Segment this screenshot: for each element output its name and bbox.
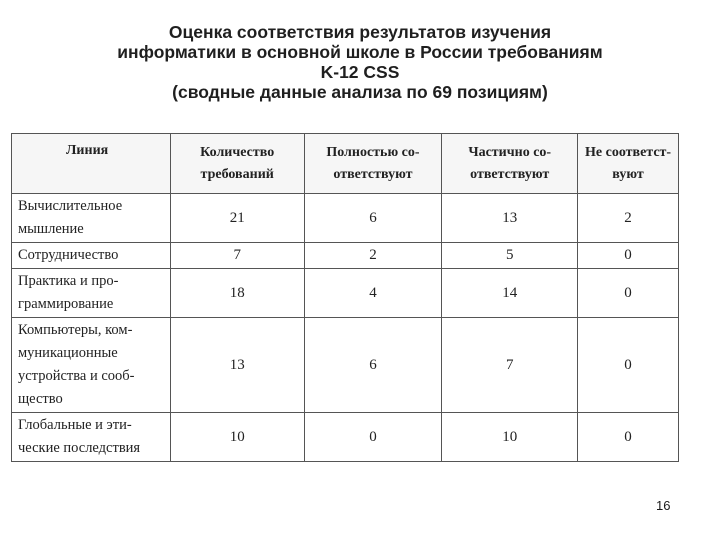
row-line-name (12, 243, 171, 269)
table-row (12, 243, 679, 269)
row-line-text: Компьютеры, ком- (18, 322, 133, 338)
header-partial-line-1: Частично со- (468, 144, 552, 160)
row-line-name (12, 194, 171, 243)
row-full: 0 (304, 413, 442, 462)
header-line-text: Линия (66, 143, 109, 158)
row-total: 7 (170, 243, 304, 269)
table-header-row (12, 134, 679, 194)
header-total (170, 134, 304, 194)
header-total-line-1: Количество (200, 144, 275, 160)
row-total: 18 (170, 269, 304, 318)
row-line-text: устройства и сооб- (18, 368, 135, 384)
row-none: 2 (578, 194, 679, 243)
row-line-text: муникационные (18, 345, 118, 361)
row-partial: 5 (442, 243, 578, 269)
row-none: 0 (578, 269, 679, 318)
header-none (578, 134, 679, 194)
row-line-text: граммирование (18, 296, 114, 312)
table-row (12, 194, 679, 243)
row-total: 13 (170, 318, 304, 413)
row-partial: 10 (442, 413, 578, 462)
row-line-name (12, 269, 171, 318)
assessment-table-container (11, 133, 679, 454)
row-partial: 13 (442, 194, 578, 243)
header-full-line-1: Полностью со- (326, 144, 420, 160)
title-line-3: K-12 CSS (320, 62, 400, 82)
row-partial: 7 (442, 318, 578, 413)
row-total: 10 (170, 413, 304, 462)
header-partial (442, 134, 578, 194)
header-full-line-2: ответствуют (333, 166, 413, 182)
page-number: 16 (656, 498, 671, 513)
row-none: 0 (578, 413, 679, 462)
row-line-name (12, 318, 171, 413)
slide-title (30, 22, 690, 102)
header-total-line-2: требований (200, 166, 274, 182)
header-full (304, 134, 442, 194)
table-row (12, 413, 679, 462)
table-row (12, 269, 679, 318)
row-line-name (12, 413, 171, 462)
row-full: 4 (304, 269, 442, 318)
row-line-text: Глобальные и эти- (18, 417, 132, 433)
row-partial: 14 (442, 269, 578, 318)
row-full: 6 (304, 318, 442, 413)
header-none-line-2: вуют (612, 166, 644, 182)
table-row (12, 318, 679, 413)
row-none: 0 (578, 243, 679, 269)
row-none: 0 (578, 318, 679, 413)
row-line-text: мышление (18, 221, 84, 237)
row-full: 2 (304, 243, 442, 269)
assessment-table (11, 133, 679, 462)
row-line-text: ческие последствия (18, 440, 141, 456)
title-line-2: информатики в основной школе в России требованиям (117, 42, 603, 62)
row-line-text: Сотрудничество (18, 247, 119, 263)
title-line-1: Оценка соответствия результатов изучения (168, 22, 552, 42)
header-none-line-1: Не соответст- (585, 144, 672, 160)
header-partial-line-2: ответствуют (470, 166, 550, 182)
row-line-text: щество (18, 391, 63, 407)
row-full: 6 (304, 194, 442, 243)
row-total: 21 (170, 194, 304, 243)
title-line-4: (сводные данные анализа по 69 позициям) (172, 82, 548, 102)
header-line (12, 134, 171, 194)
row-line-text: Вычислительное (18, 198, 123, 214)
row-line-text: Практика и про- (18, 273, 119, 289)
